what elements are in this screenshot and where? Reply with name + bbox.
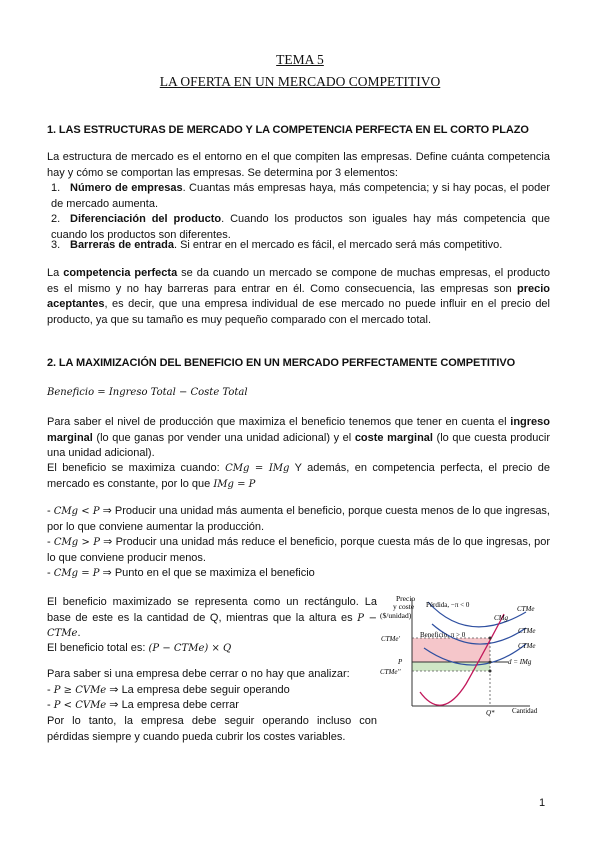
topic-number: TEMA 5 xyxy=(276,52,324,67)
marginal-paragraph: Para saber el nivel de producción que maximiza el beneficio tenemos que tener en cuenta el ingreso marginal (lo que ganas por vender una unidad adicional) y el coste marginal (lo que cuesta producir una unidad adicional). xyxy=(47,416,551,460)
y-label: Precio xyxy=(396,594,416,603)
page-number: 1 xyxy=(539,797,546,809)
ctme-label: CTMe xyxy=(517,605,535,613)
list-text: . Si entrar en el mercado es fácil, el mercado será más competitivo. xyxy=(173,239,503,251)
list-number: 2. xyxy=(51,213,61,225)
axis-ctme-prime: CTMe' xyxy=(381,635,400,643)
cost-curves-graph xyxy=(380,588,550,728)
rule-cmg-equal-p: - CMg = P ⇒ Punto en el que se maximiza el beneficio xyxy=(47,567,315,579)
closing-intro: Para saber si una empresa debe cerrar o no hay que analizar: xyxy=(47,668,350,680)
qstar-label: Q* xyxy=(486,709,495,717)
section-1-intro: La estructura de mercado es el entorno en el que compiten las empresas. Define cuánta competencia hay y cómo se comportan las empresas. Se determina por 3 elementos: xyxy=(47,151,550,179)
intersection-dot xyxy=(489,637,492,640)
profit-formula: Beneficio = Ingreso Total − Coste Total xyxy=(47,387,248,398)
close-rule: - P < CVMe ⇒ La empresa debe cerrar xyxy=(47,699,239,711)
conclusion-paragraph: Por lo tanto, la empresa debe seguir operando incluso con pérdidas siempre y cuando pueda cubrir los costes variables. xyxy=(47,715,377,743)
intersection-dot xyxy=(489,661,492,664)
document-title: LA OFERTA EN UN MERCADO COMPETITIVO xyxy=(159,74,441,89)
y-label: ($/unidad) xyxy=(380,611,412,620)
axis-ctme-pp: CTMe'' xyxy=(380,668,401,676)
ctme-label: CTMe xyxy=(518,627,536,635)
total-profit-line: El beneficio total es: (P − CTMe) × Q xyxy=(47,642,232,654)
cvme-label: CTMe xyxy=(518,642,536,650)
list-item xyxy=(51,181,550,212)
rectangle-paragraph: El beneficio maximizado se representa como un rectángulo. La base de este es la cantidad de Q, mientras que la altura es P − CTMe. xyxy=(47,596,377,640)
y-label: y coste xyxy=(393,602,415,611)
maximization-paragraph: El beneficio se maximiza cuando: CMg = IMg Y además, en competencia perfecta, el precio de mercado es constante, por lo que IMg = P xyxy=(47,462,550,490)
section-2-heading: 2. LA MAXIMIZACIÓN DEL BENEFICIO EN UN MERCADO PERFECTAMENTE COMPETITIVO xyxy=(47,357,516,369)
list-bold: Diferenciación del producto xyxy=(70,213,222,225)
intersection-dot xyxy=(489,670,492,673)
profit-region xyxy=(412,662,490,671)
loss-region xyxy=(412,638,490,662)
section-1-heading: 1. LAS ESTRUCTURAS DE MERCADO Y LA COMPETENCIA PERFECTA EN EL CORTO PLAZO xyxy=(47,124,529,136)
list-text: . Cuando los productos son iguales hay más competencia que cuando los productos son diferentes. xyxy=(51,213,551,241)
axis-p: P xyxy=(398,658,403,666)
continue-rule: - P ≥ CVMe ⇒ La empresa debe seguir operando xyxy=(47,684,290,696)
rule-cmg-less-p: - CMg < P ⇒ Producir una unidad más aumenta el beneficio, porque cuesta menos de lo que ingresas, por lo que conviene aumentar la producción. xyxy=(47,505,550,533)
cmg-label: CMg xyxy=(494,614,508,622)
list-text: . Cuantas más empresas haya, más competencia; y si hay pocas, el poder de mercado aumenta. xyxy=(51,182,550,210)
perfect-competition-paragraph: La competencia perfecta se da cuando un mercado se compone de muchas empresas, el producto es el mismo y no hay barreras para entrar en él. Como consecuencia, las empresas son precio aceptantes, es decir, que una empresa individual de ese mercado no puede influir en el precio del producto, ya que su tamaño es muy pequeño comparado con el mercado total. xyxy=(47,267,550,326)
x-label: Cantidad xyxy=(512,707,538,715)
list-number: 3. xyxy=(51,239,61,251)
list-bold: Barreras de entrada xyxy=(70,239,174,251)
profit-label: Beneficio, π > 0 xyxy=(420,631,466,639)
list-number: 1. xyxy=(51,182,61,194)
list-item xyxy=(51,238,550,254)
dimg-label: d = IMg xyxy=(508,658,532,666)
rule-cmg-greater-p: - CMg > P ⇒ Producir una unidad más reduce el beneficio, porque cuesta más de lo que ingresas, por lo que conviene producir menos. xyxy=(47,536,550,564)
loss-label: Pérdida, −π < 0 xyxy=(426,601,470,609)
list-bold: Número de empresas xyxy=(70,182,183,194)
